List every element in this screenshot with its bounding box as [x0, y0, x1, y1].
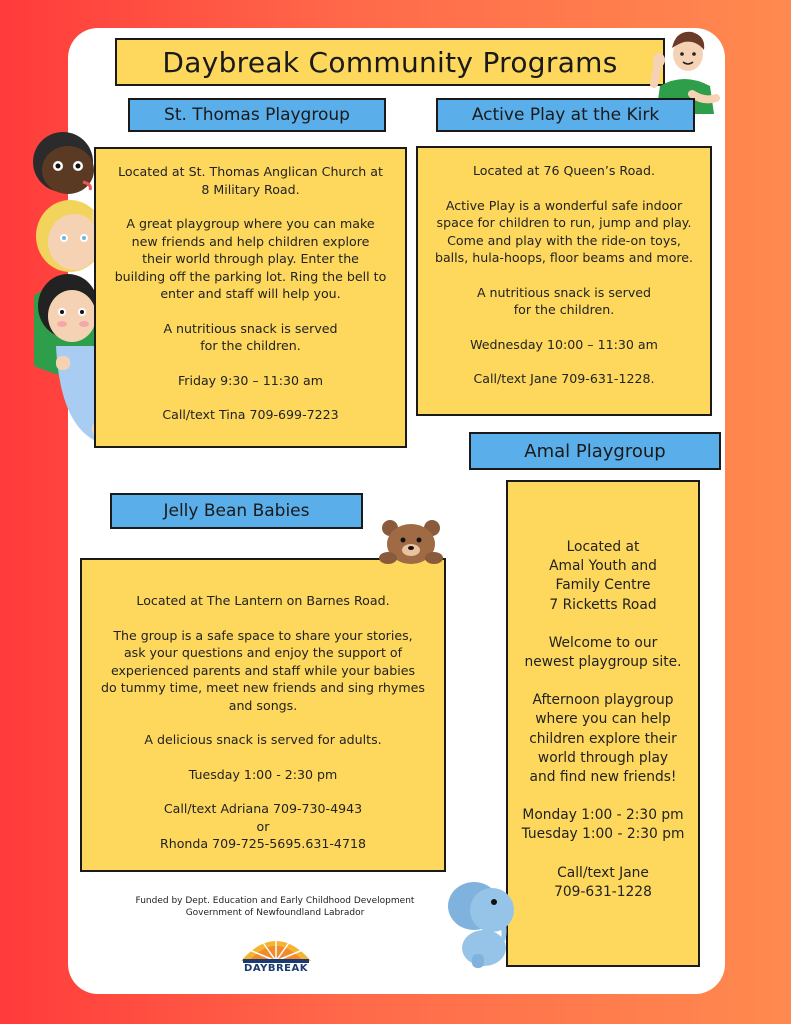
- jelly-bean-snack: A delicious snack is served for adults.: [144, 732, 382, 747]
- jelly-bean-schedule: Tuesday 1:00 - 2:30 pm: [188, 766, 338, 782]
- funding-line: Funded by Dept. Education and Early Childhood Development: [135, 896, 415, 906]
- jelly-bean-card: [80, 558, 446, 872]
- elephant-illustration: [444, 868, 520, 968]
- active-play-snack: A nutritious snack is served for the children.: [476, 284, 652, 317]
- st-thomas-location: Located at St. Thomas Anglican Church at 8 Military Road.: [118, 164, 383, 197]
- sunrise-logo-icon: [235, 925, 317, 965]
- page-title: Daybreak Community Programs: [115, 38, 665, 86]
- active-play-card: [416, 146, 712, 416]
- amal-contact: Call/text Jane 709-631-1228: [554, 864, 652, 900]
- amal-welcome: Welcome to our newest playgroup site.: [524, 634, 682, 671]
- st-thomas-snack: A nutritious snack is served for the children.: [163, 320, 338, 353]
- footer-funding: [120, 895, 430, 919]
- government-line: Government of Newfoundland Labrador: [185, 908, 365, 918]
- amal-schedule: Monday 1:00 - 2:30 pm Tuesday 1:00 - 2:30 pm: [521, 807, 685, 843]
- active-play-description: Active Play is a wonderful safe indoor space for children to run, jump and play. Come and play with the ride-on toys, balls, hula-hoops, floor beams and more.: [434, 197, 694, 265]
- st-thomas-schedule: Friday 9:30 – 11:30 am: [177, 372, 324, 388]
- st-thomas-label: St. Thomas Playgroup: [128, 98, 386, 132]
- amal-description: Afternoon playgroup where you can help children explore their world through play and find new friends!: [529, 692, 677, 786]
- st-thomas-description: A great playgroup where you can make new friends and help children explore their world through play. Enter the building off the parking lot. Ring the bell to enter and staff will help you.: [114, 216, 387, 301]
- st-thomas-card: [94, 147, 407, 448]
- st-thomas-contact: Call/text Tina 709-699-7223: [162, 407, 339, 422]
- amal-label: Amal Playgroup: [469, 432, 721, 470]
- jelly-bean-label: Jelly Bean Babies: [110, 493, 363, 529]
- active-play-contact: Call/text Jane 709-631-1228.: [473, 371, 655, 386]
- active-play-label: Active Play at the Kirk: [436, 98, 695, 132]
- daybreak-logo: [235, 925, 317, 983]
- jelly-bean-contact: Call/text Adriana 709-730-4943 or Rhonda 709-725-5695.631-4718: [160, 801, 366, 851]
- teddy-bear-illustration: [378, 518, 444, 566]
- amal-card: [506, 480, 700, 967]
- active-play-location: Located at 76 Queen’s Road.: [472, 163, 656, 178]
- logo-wordmark: DAYBREAK: [244, 963, 308, 974]
- jelly-bean-location: Located at The Lantern on Barnes Road.: [136, 593, 390, 608]
- active-play-schedule: Wednesday 10:00 – 11:30 am: [470, 336, 658, 352]
- jelly-bean-description: The group is a safe space to share your stories, ask your questions and enjoy the support of experienced parents and staff while your babies do tummy time, meet new friends and sing rhymes and songs.: [101, 627, 425, 713]
- amal-location: Located at Amal Youth and Family Centre 7 Ricketts Road: [549, 539, 657, 613]
